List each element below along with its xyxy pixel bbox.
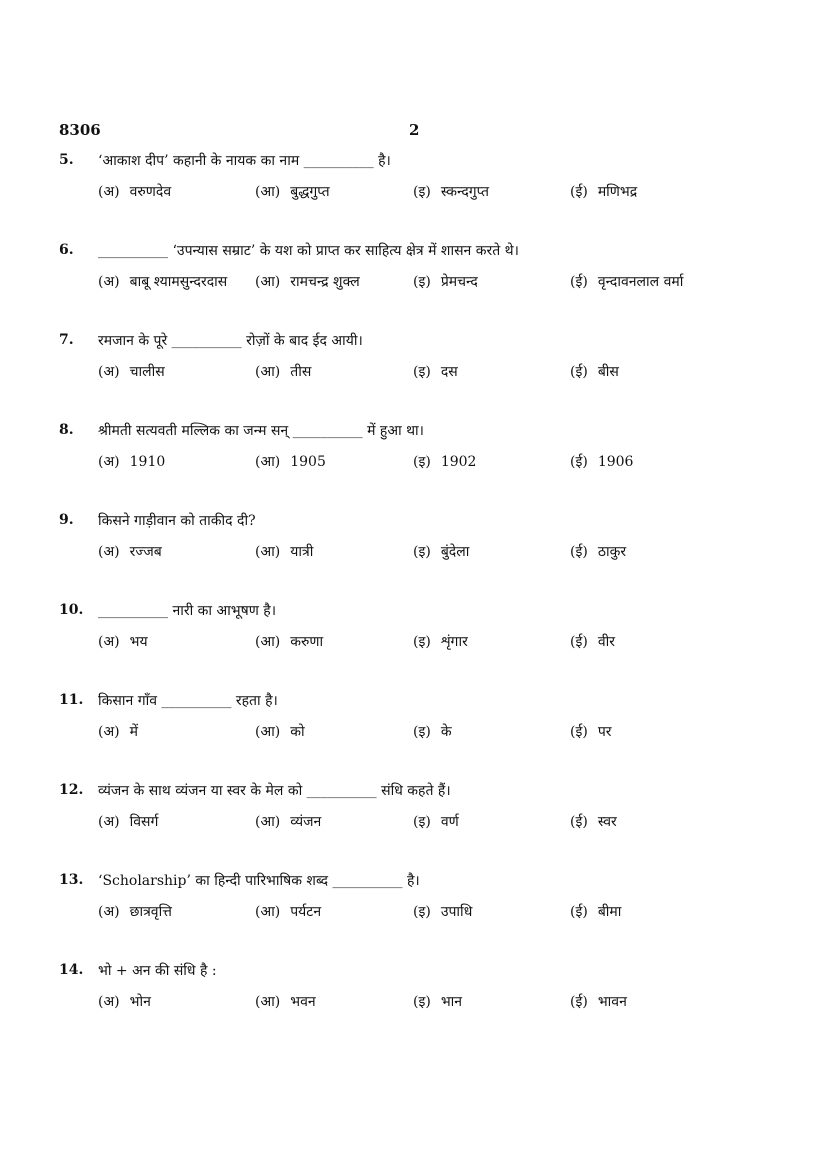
option-text: चालीस xyxy=(129,364,165,380)
option-label: (अ) xyxy=(98,184,120,200)
option xyxy=(98,722,138,741)
option xyxy=(255,902,321,921)
option xyxy=(570,992,627,1011)
option-label: (ई) xyxy=(570,544,588,560)
option-label: (इ) xyxy=(413,454,431,470)
option-label: (ई) xyxy=(570,724,588,740)
option-label: (अ) xyxy=(98,454,120,470)
option-text: व्यंजन xyxy=(290,814,322,830)
option-text: यात्री xyxy=(290,544,314,560)
option-text: स्कन्दगुप्त xyxy=(440,184,489,200)
option-label: (ई) xyxy=(570,184,588,200)
option-text: पर xyxy=(597,724,612,740)
options-row xyxy=(98,722,778,746)
option-label: (ई) xyxy=(570,814,588,830)
option xyxy=(413,362,458,381)
option xyxy=(255,722,305,741)
option xyxy=(98,362,165,381)
question-text: ‘Scholarship’ का हिन्दी पारिभाषिक शब्द __________ है। xyxy=(98,873,420,889)
question-block xyxy=(59,962,779,1022)
option-label: (आ) xyxy=(255,364,281,380)
option-text: वरुणदेव xyxy=(129,184,172,200)
option xyxy=(255,542,313,561)
question-text: किसान गाँव __________ रहता है। xyxy=(98,693,278,709)
question-block xyxy=(59,512,779,572)
options-row xyxy=(98,452,778,476)
options-row xyxy=(98,902,778,926)
question-block xyxy=(59,242,779,302)
option-label: (आ) xyxy=(255,814,281,830)
option-label: (अ) xyxy=(98,274,120,290)
option xyxy=(413,812,459,831)
option-text: ठाकुर xyxy=(597,544,627,560)
page-header xyxy=(59,121,759,141)
option-label: (ई) xyxy=(570,904,588,920)
question-block xyxy=(59,872,779,932)
option-text: 1906 xyxy=(597,454,634,470)
question-block xyxy=(59,152,779,212)
option xyxy=(413,542,469,561)
question-number: 8. xyxy=(59,422,74,438)
option-label: (ई) xyxy=(570,634,588,650)
option-text: में xyxy=(129,724,138,740)
options-row xyxy=(98,992,778,1016)
question-number: 13. xyxy=(59,872,84,888)
option-label: (इ) xyxy=(413,724,431,740)
option-text: पर्यटन xyxy=(290,904,322,920)
option-label: (इ) xyxy=(413,544,431,560)
option xyxy=(98,542,162,561)
option-label: (आ) xyxy=(255,634,281,650)
option-text: के xyxy=(440,724,452,740)
question-number: 9. xyxy=(59,512,74,528)
option-label: (आ) xyxy=(255,724,281,740)
option-label: (अ) xyxy=(98,904,120,920)
option-text: को xyxy=(290,724,305,740)
question-block xyxy=(59,602,779,662)
option-text: भावन xyxy=(597,994,627,1010)
option-label: (अ) xyxy=(98,544,120,560)
option-text: दस xyxy=(440,364,458,380)
option-label: (इ) xyxy=(413,364,431,380)
option xyxy=(570,542,626,561)
option-label: (इ) xyxy=(413,994,431,1010)
option-label: (ई) xyxy=(570,454,588,470)
option xyxy=(413,452,476,471)
page-number: 2 xyxy=(409,121,420,139)
option-text: तीस xyxy=(290,364,312,380)
option-label: (इ) xyxy=(413,814,431,830)
option-text: उपाधि xyxy=(440,904,473,920)
option-label: (इ) xyxy=(413,184,431,200)
question-block xyxy=(59,692,779,752)
option-label: (आ) xyxy=(255,454,281,470)
options-row xyxy=(98,272,778,296)
option xyxy=(255,452,326,471)
options-row xyxy=(98,812,778,836)
option xyxy=(570,812,617,831)
option-label: (इ) xyxy=(413,634,431,650)
option xyxy=(255,632,323,651)
options-row xyxy=(98,362,778,386)
question-number: 7. xyxy=(59,332,74,348)
option-label: (अ) xyxy=(98,994,120,1010)
option-label: (इ) xyxy=(413,274,431,290)
option xyxy=(570,722,612,741)
option-text: बुद्धगुप्त xyxy=(290,184,330,200)
options-row xyxy=(98,632,778,656)
option xyxy=(255,992,316,1011)
question-number: 10. xyxy=(59,602,84,618)
option-text: रामचन्द्र शुक्ल xyxy=(290,274,360,290)
option-text: बीमा xyxy=(597,904,622,920)
option-text: शृंगार xyxy=(440,634,468,650)
option-text: वृन्दावनलाल वर्मा xyxy=(597,274,684,290)
options-row xyxy=(98,542,778,566)
option-label: (ई) xyxy=(570,364,588,380)
option xyxy=(98,812,158,831)
option xyxy=(413,902,472,921)
option-text: 1902 xyxy=(440,454,477,470)
option-text: बुंदेला xyxy=(440,544,470,560)
option-text: भोन xyxy=(129,994,151,1010)
option-label: (इ) xyxy=(413,904,431,920)
options-row xyxy=(98,182,778,206)
option xyxy=(255,182,330,201)
option-label: (आ) xyxy=(255,544,281,560)
option xyxy=(570,902,621,921)
option-label: (आ) xyxy=(255,994,281,1010)
question-text: व्यंजन के साथ व्यंजन या स्वर के मेल को __________ संधि कहते हैं। xyxy=(98,783,451,799)
option xyxy=(98,452,165,471)
option-text: भान xyxy=(440,994,463,1010)
option xyxy=(413,992,462,1011)
question-text: श्रीमती सत्यवती मल्लिक का जन्म सन् __________ में हुआ था। xyxy=(98,423,424,439)
option-label: (अ) xyxy=(98,364,120,380)
option-text: 1910 xyxy=(129,454,166,470)
question-text: ‘आकाश दीप’ कहानी के नायक का नाम __________ है। xyxy=(98,153,391,169)
option xyxy=(413,632,468,651)
option xyxy=(413,182,489,201)
option-text: बाबू श्यामसुन्दरदास xyxy=(129,274,228,290)
option-text: बीस xyxy=(597,364,619,380)
option xyxy=(413,722,452,741)
question-text: रमजान के पूरे __________ रोज़ों के बाद ईद आयी। xyxy=(98,333,363,349)
option-label: (अ) xyxy=(98,634,120,650)
option-text: छात्रवृत्ति xyxy=(129,904,172,920)
option xyxy=(570,452,633,471)
option xyxy=(98,182,171,201)
question-text: __________ नारी का आभूषण है। xyxy=(98,603,277,619)
option-text: प्रेमचन्द xyxy=(440,274,478,290)
option-label: (आ) xyxy=(255,904,281,920)
question-block xyxy=(59,782,779,842)
option-label: (अ) xyxy=(98,724,120,740)
option xyxy=(413,272,478,291)
option xyxy=(255,362,311,381)
option xyxy=(98,272,227,291)
option xyxy=(255,272,360,291)
paper-code: 8306 xyxy=(59,121,101,139)
option-text: करुणा xyxy=(290,634,324,650)
question-number: 11. xyxy=(59,692,84,708)
option-label: (ई) xyxy=(570,274,588,290)
option-text: स्वर xyxy=(597,814,617,830)
option-text: वीर xyxy=(597,634,615,650)
option-text: मणिभद्र xyxy=(597,184,638,200)
option-text: 1905 xyxy=(290,454,326,470)
option xyxy=(98,992,151,1011)
option-text: विसर्ग xyxy=(129,814,159,830)
option-label: (अ) xyxy=(98,814,120,830)
option xyxy=(570,182,637,201)
question-number: 5. xyxy=(59,152,74,168)
option-label: (ई) xyxy=(570,994,588,1010)
question-block xyxy=(59,332,779,392)
option-label: (आ) xyxy=(255,184,281,200)
question-text: किसने गाड़ीवान को ताकीद दी? xyxy=(98,513,256,529)
question-number: 6. xyxy=(59,242,74,258)
question-number: 12. xyxy=(59,782,84,798)
option xyxy=(98,632,148,651)
option xyxy=(570,632,615,651)
option-text: भवन xyxy=(290,994,316,1010)
option xyxy=(98,902,172,921)
option-label: (आ) xyxy=(255,274,281,290)
option-text: भय xyxy=(129,634,148,650)
question-text: __________ ‘उपन्यास सम्राट’ के यश को प्राप्त कर साहित्य क्षेत्र में शासन करते थे। xyxy=(98,243,519,259)
option-text: वर्ण xyxy=(440,814,459,830)
question-number: 14. xyxy=(59,962,84,978)
option-text: रज्जब xyxy=(129,544,162,560)
option xyxy=(570,272,683,291)
option xyxy=(570,362,619,381)
option xyxy=(255,812,321,831)
question-text: भो + अन की संधि है : xyxy=(98,963,217,979)
question-block xyxy=(59,422,779,482)
